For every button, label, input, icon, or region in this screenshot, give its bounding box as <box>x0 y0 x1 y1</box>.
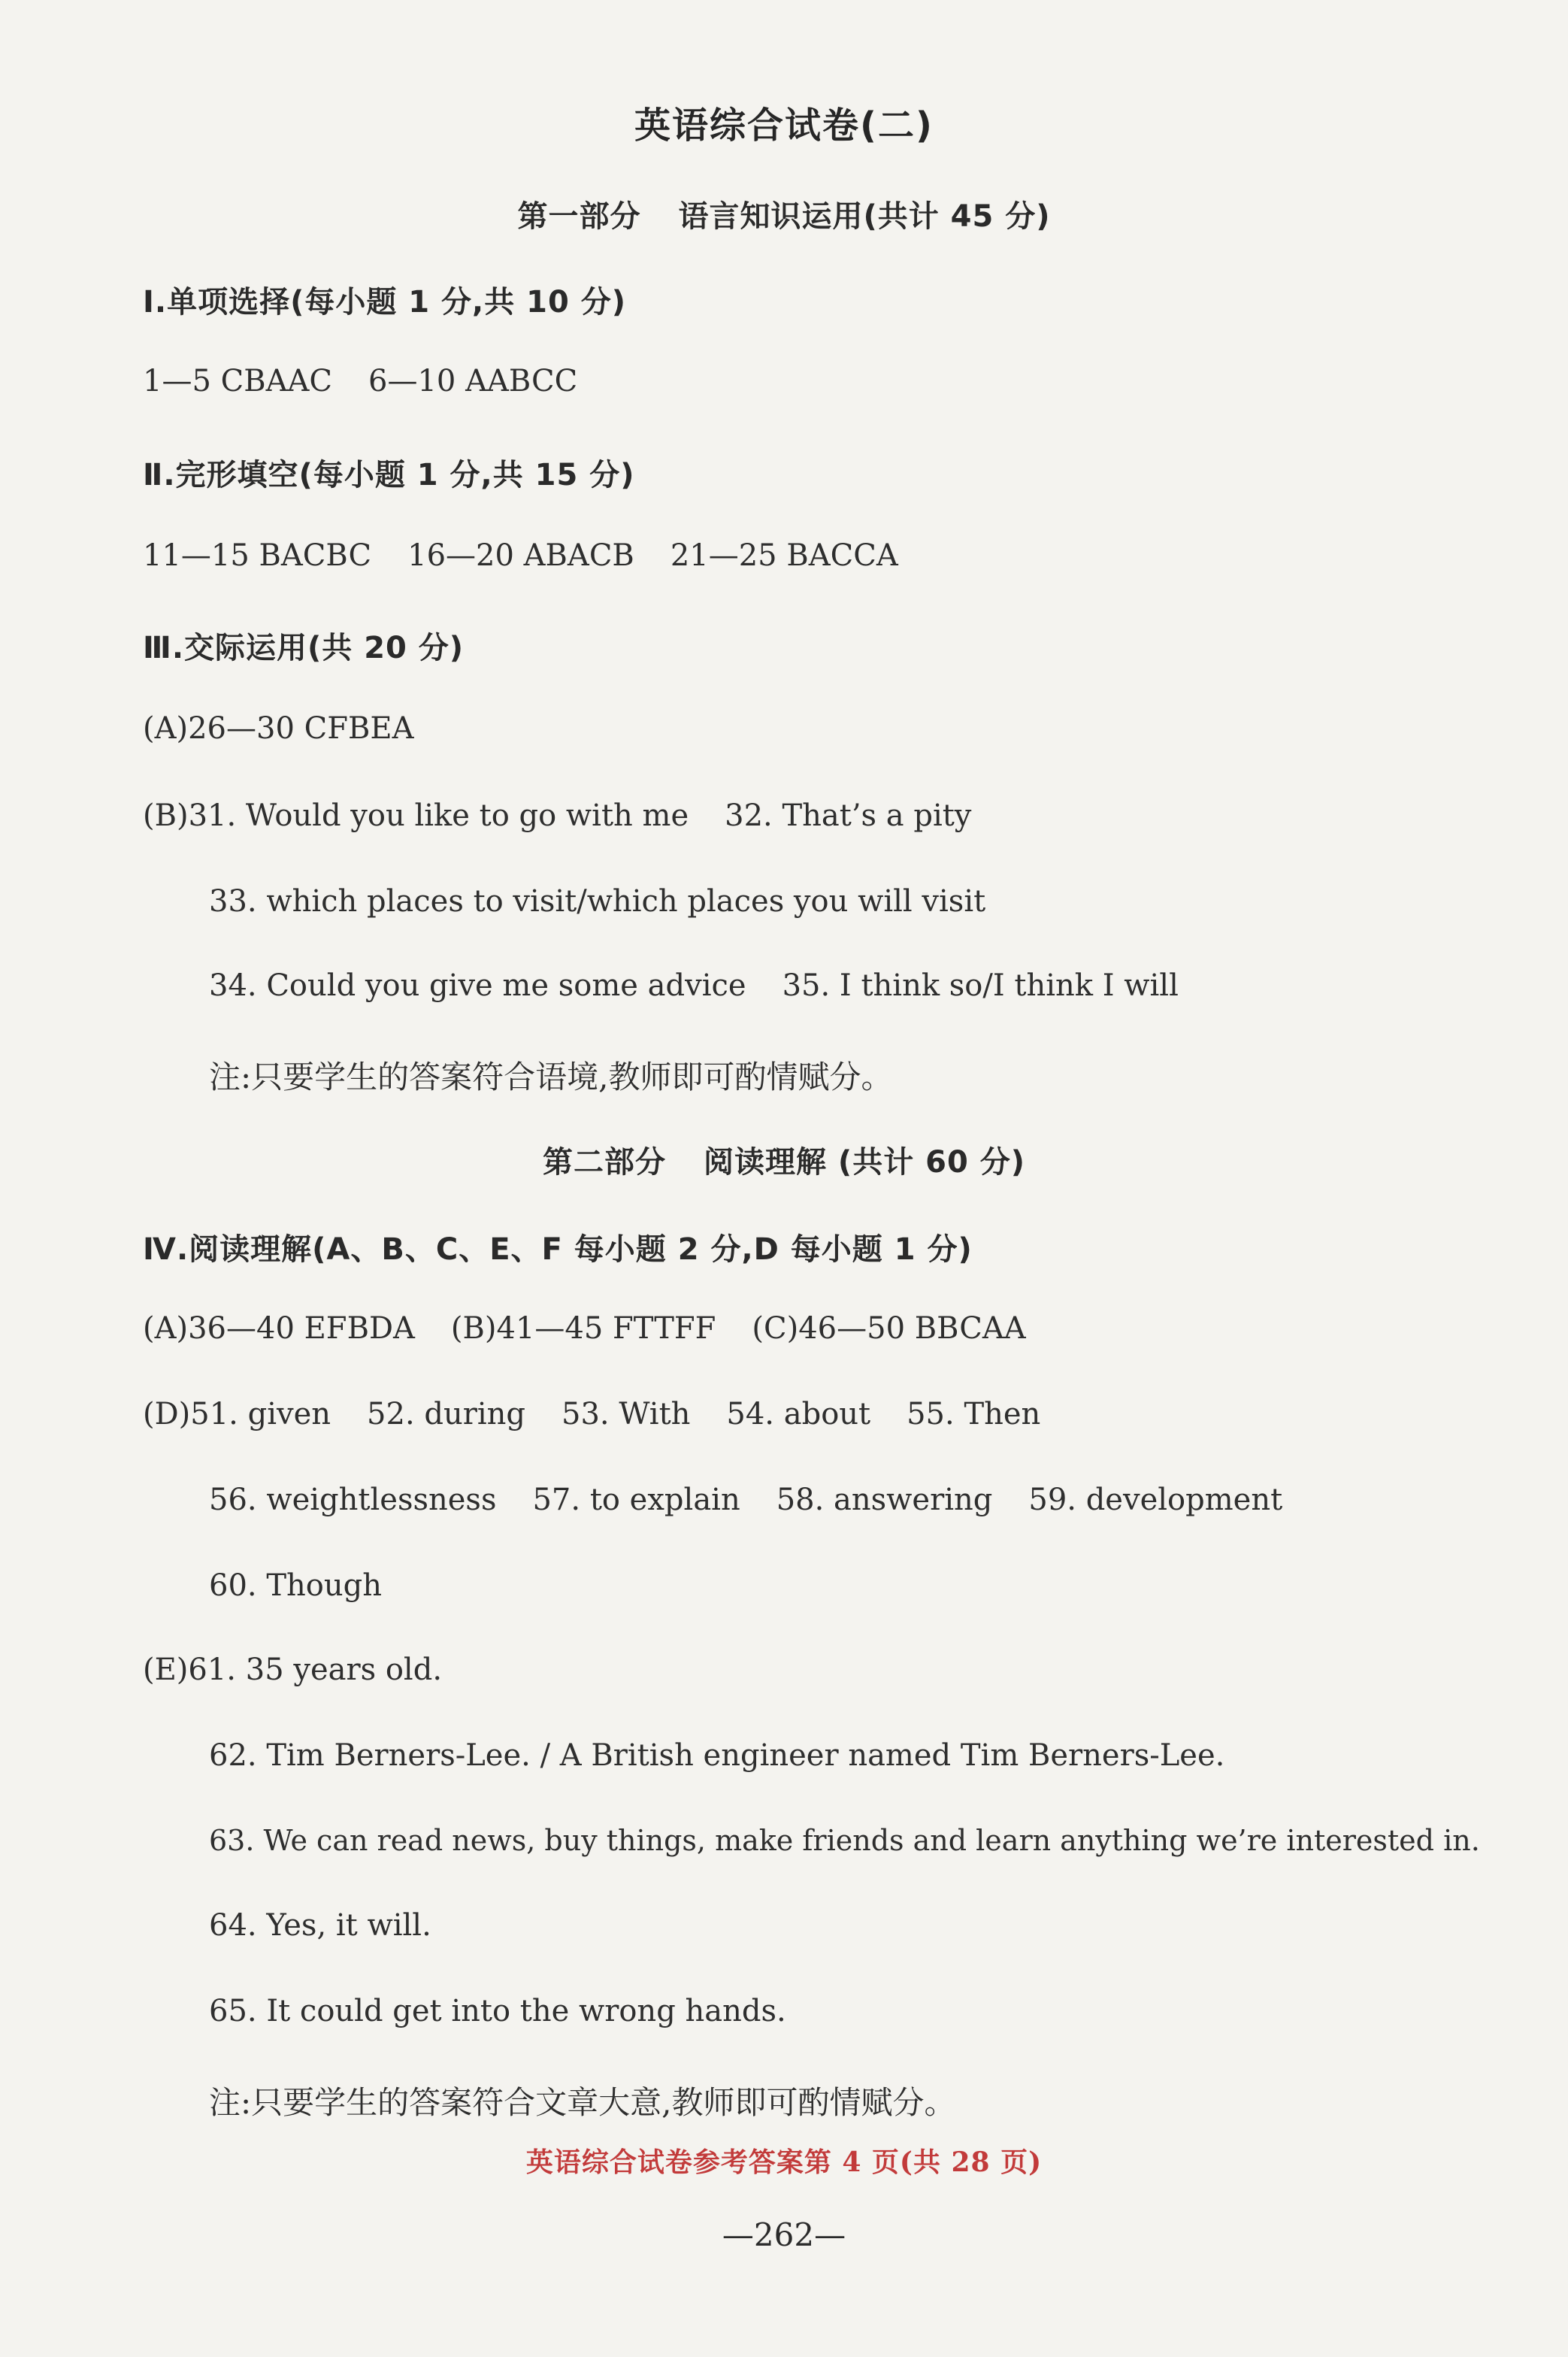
section-4d-line-3 <box>209 1568 382 1603</box>
section-2-answers <box>143 538 898 573</box>
answer-item: 59. development <box>1028 1483 1283 1517</box>
section-1-answers <box>143 364 577 398</box>
part-one-label: 第一部分 <box>517 199 641 234</box>
answer-item: 35. I think so/I think I will <box>782 968 1179 1003</box>
part-two-name: 阅读理解 (共计 60 分) <box>703 1145 1025 1180</box>
answer-group: 1—5 CBAAC <box>143 364 332 398</box>
section-3-note: 注:只要学生的答案符合语境,教师即可酌情赋分。 <box>209 1059 893 1095</box>
section-3b-line-2 <box>209 884 985 919</box>
section-1-heading: Ⅰ.单项选择(每小题 1 分,共 10 分) <box>143 285 627 320</box>
answer-item: 58. answering <box>776 1483 993 1517</box>
section-4e-line-5: 65. It could get into the wrong hands. <box>209 1994 786 2028</box>
answer-group: (C)46—50 BBCAA <box>752 1311 1026 1346</box>
section-4e-line-3: 63. We can read news, buy things, make friends and learn anything we’re interested in. <box>209 1824 1480 1857</box>
answer-item: 56. weightlessness <box>209 1483 497 1517</box>
section-4e-line-2: 62. Tim Berners-Lee. / A British engineer named Tim Berners-Lee. <box>209 1738 1225 1773</box>
answer-item: 60. Though <box>209 1568 382 1603</box>
section-4-heading: Ⅳ.阅读理解(A、B、C、E、F 每小题 2 分,D 每小题 1 分) <box>143 1232 973 1267</box>
section-4d-line-1 <box>143 1397 1040 1431</box>
answer-item: 55. Then <box>907 1397 1041 1431</box>
answer-group: 6—10 AABCC <box>368 364 578 398</box>
section-4abc-answers <box>143 1311 1026 1346</box>
section-4e-line-4: 64. Yes, it will. <box>209 1908 431 1943</box>
answer-item: 32. That’s a pity <box>725 798 972 833</box>
section-3-heading: Ⅲ.交际运用(共 20 分) <box>143 631 465 665</box>
part-two-label: 第二部分 <box>542 1145 666 1180</box>
answer-item: 34. Could you give me some advice <box>209 968 746 1003</box>
part-two-heading <box>0 1138 1568 1181</box>
answer-item: (D)51. given <box>143 1397 331 1431</box>
footer-caption: 英语综合试卷参考答案第 4 页(共 28 页) <box>525 2146 1043 2178</box>
answer-group: 21—25 BACCA <box>670 538 898 573</box>
answer-group: 11—15 BACBC <box>143 538 372 573</box>
answer-item: (B)31. Would you like to go with me <box>143 798 689 833</box>
section-2-heading: Ⅱ.完形填空(每小题 1 分,共 15 分) <box>143 458 635 492</box>
section-4e-line-1: (E)61. 35 years old. <box>143 1653 443 1687</box>
answer-group: (A)36—40 EFBDA <box>143 1311 415 1346</box>
answer-item: 52. during <box>367 1397 526 1431</box>
answer-item: 53. With <box>562 1397 691 1431</box>
part-one-name: 语言知识运用(共计 45 分) <box>678 199 1051 234</box>
part-one-heading <box>0 192 1568 235</box>
answer-group: 16—20 ABACB <box>407 538 634 573</box>
answer-group: (B)41—45 FTTFF <box>450 1311 716 1346</box>
section-3b-line-1 <box>143 798 971 833</box>
page-number: —262— <box>722 2216 846 2253</box>
section-3b-line-3 <box>209 968 1179 1003</box>
section-4d-line-2 <box>209 1483 1282 1517</box>
answer-item: 54. about <box>726 1397 871 1431</box>
paper-title: 英语综合试卷(二) <box>634 105 934 147</box>
section-3a-answers: (A)26—30 CFBEA <box>143 711 414 746</box>
answer-item: 57. to explain <box>532 1483 740 1517</box>
answer-item: 33. which places to visit/which places you will visit <box>209 884 986 919</box>
section-4-note: 注:只要学生的答案符合文章大意,教师即可酌情赋分。 <box>209 2084 956 2121</box>
